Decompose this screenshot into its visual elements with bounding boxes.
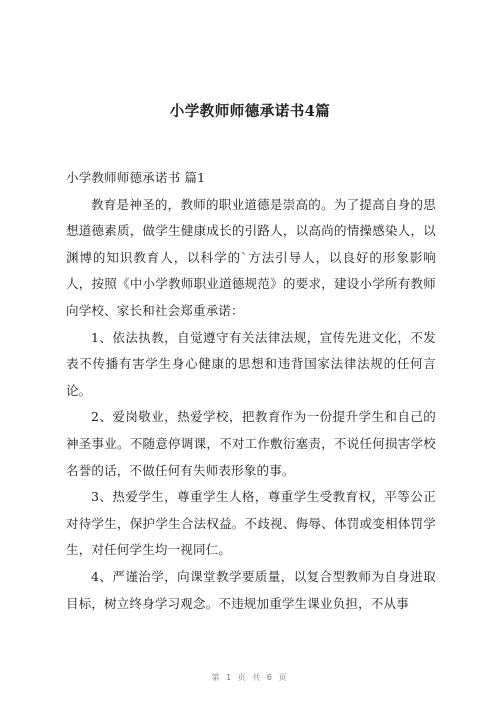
section-subtitle: 小学教师师德承诺书 篇1 [66, 170, 206, 185]
document-title: 小学教师师德承诺书4篇 [169, 103, 331, 120]
paragraph-item-3: 3、热爱学生，尊重学生人格，尊重学生受教育权，平等公正对待学生，保护学生合法权益。不歧视、侮辱、体罚或变相体罚学生，对任何学生均一视同仁。 [66, 489, 436, 558]
paragraph-item-4: 4、严谨治学，向课堂教学要质量，以复合型教师为自身进取目标，树立终身学习观念。不违规加重学生课业负担，不从事 [66, 568, 436, 611]
document-body [66, 165, 436, 617]
paragraph-intro: 教育是神圣的，教师的职业道德是崇高的。为了提高自身的思想道德素质，做学生健康成长的引路人，以高尚的情操感染人，以渊博的知识教育人，以科学的`方法引导人，以良好的形象影响人，按照《中小学教师职业道德规范》的要求，建设小学所有教师向学校、家长和社会郑重承诺： [66, 196, 436, 318]
page-footer: 第 1 页 共 6 页 [211, 673, 289, 682]
paragraph-item-2: 2、爱岗敬业，热爱学校，把教育作为一份提升学生和自己的神圣事业。不随意停调课，不对工作敷衍塞责，不说任何损害学校名誉的话，不做任何有失师表形象的事。 [66, 409, 436, 478]
paragraph-item-1: 1、依法执教，自觉遵守有关法律法规，宣传先进文化，不发表不传播有害学生身心健康的思想和违背国家法律法规的任何言论。 [66, 329, 436, 398]
